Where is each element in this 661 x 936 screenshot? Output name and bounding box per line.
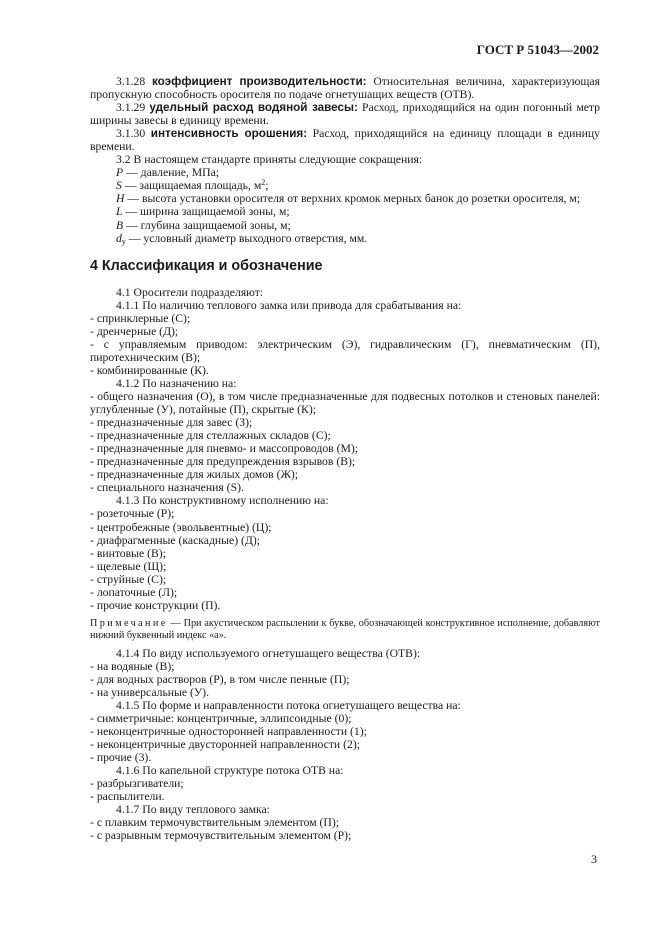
list-item: - предназначенные для предупреждения взрывов (В); xyxy=(90,455,356,469)
list-item: - с разрывным термочувствительным элементом (Р); xyxy=(90,829,352,843)
list-item: - разбрызгиватели; xyxy=(90,777,184,791)
list-item: - спринклерные (С); xyxy=(90,311,191,325)
clause-4-1-4: 4.1.4 По виду используемого огнетушащего вещества (ОТВ): xyxy=(116,646,421,660)
document-header: ГОСТ Р 51043—2002 xyxy=(476,42,599,57)
page-content xyxy=(90,75,600,843)
clause-4-1-2: 4.1.2 По назначению на: xyxy=(116,376,237,390)
list-item: - на универсальные (У). xyxy=(90,685,209,699)
clause-4-1-1: 4.1.1 По наличию теплового замка или привода для срабатывания на: xyxy=(116,298,462,312)
term: коэффициент производительности: xyxy=(151,75,367,88)
list-item: - розеточные (Р); xyxy=(90,507,175,521)
list-item: - предназначенные для пневмо- и массопроводов (М); xyxy=(90,442,359,456)
list-item: - прочие конструкции (П). xyxy=(90,598,221,612)
definition-3-1-30: 3.1.30 интенсивность орошения: Расход, приходящийся на единицу площади в единицу времени. xyxy=(90,127,600,154)
list-item: - распылители. xyxy=(90,790,165,804)
clause-4-1-3: 4.1.3 По конструктивному исполнению на: xyxy=(116,494,329,508)
definition-3-1-29: 3.1.29 удельный расход водяной завесы: Расход, приходящийся на один погонный метр ширины завесы в единицу времени. xyxy=(90,101,600,128)
list-item: - диафрагменные (каскадные) (Д); xyxy=(90,533,261,547)
abbrev-d: $d_у$ — условный диаметр выходного отверстия, мм. xyxy=(116,231,368,246)
list-item: - прочие (3). xyxy=(90,751,152,765)
abbrev-l: L — ширина защищаемой зоны, м; xyxy=(116,205,290,219)
list-item: - с управляемым приводом: электрическим (Э), гидравлическим (Г), пневматическим (П), пиротехническим (В); xyxy=(90,337,600,364)
clause-4-1-6: 4.1.6 По капельной структуре потока ОТВ на: xyxy=(116,764,344,778)
list-item: - центробежные (эвольвентные) (Ц); xyxy=(90,520,272,534)
list-item: - для водных растворов (Р), в том числе пенные (П); xyxy=(90,672,350,686)
list-item: - струйные (С); xyxy=(90,572,167,586)
list-item: - лопаточные (Л); xyxy=(90,585,178,599)
list-item: - специального назначения (S). xyxy=(90,481,244,495)
list-item: - предназначенные для стеллажных складов (С); xyxy=(90,429,331,443)
abbreviations-intro: 3.2 В настоящем стандарте приняты следующие сокращения: xyxy=(116,153,423,167)
note: Примечание — При акустическом распылении к букве, обозначающей конструктивное исполнение, добавляют нижний буквенный индекс «а». xyxy=(90,617,600,641)
list-item: - комбинированные (К). xyxy=(90,363,209,377)
list-item: - дренчерные (Д); xyxy=(90,324,179,338)
list-item: - неконцентричные двусторонней направленности (2); xyxy=(90,738,360,752)
abbrev-s: S — защищаемая площадь, $м^2$; xyxy=(116,178,269,193)
abbrev-b: B — глубина защищаемой зоны, м; xyxy=(116,218,291,232)
page-number: 3 xyxy=(591,852,597,866)
term: интенсивность орошения: xyxy=(150,127,308,141)
list-item: - на водяные (В); xyxy=(90,659,175,673)
list-item: - общего назначения (О), в том числе предназначенные для подвесных потолков и стеновых панелей: углубленные (У), потайные (П), скрытые (К); xyxy=(90,390,600,417)
clause-4-1-5: 4.1.5 По форме и направленности потока огнетушащего вещества на: xyxy=(116,699,461,713)
clause-4-1-7: 4.1.7 По виду теплового замка: xyxy=(116,803,270,817)
list-item: - винтовые (В); xyxy=(90,546,166,560)
abbrev-p: P — давление, МПа; xyxy=(116,166,219,180)
clause-4-1: 4.1 Оросители подразделяют: xyxy=(116,285,264,299)
list-item: - симметричные: концентричные, эллипсоидные (0); xyxy=(90,712,352,726)
definition-3-1-28: 3.1.28 коэффициент производительности: Относительная величина, характеризующая пропускную способность оросителя по подаче огнетушащих веществ (ОТВ). xyxy=(90,75,600,102)
list-item: - щелевые (Щ); xyxy=(90,559,167,573)
list-item: - с плавким термочувствительным элементом (П); xyxy=(90,816,340,830)
term: удельный расход водяной завесы: xyxy=(149,101,358,115)
abbrev-h: H — высота установки оросителя от верхних кромок мерных банок до розетки оросителя, м; xyxy=(116,192,581,206)
list-item: - предназначенные для завес (З); xyxy=(90,416,253,430)
note-label: Примечание xyxy=(90,617,168,629)
list-item: - неконцентричные односторонней направленности (1); xyxy=(90,725,367,739)
list-item: - предназначенные для жилых домов (Ж); xyxy=(90,468,299,482)
section-heading: 4 Классификация и обозначение xyxy=(90,257,323,274)
